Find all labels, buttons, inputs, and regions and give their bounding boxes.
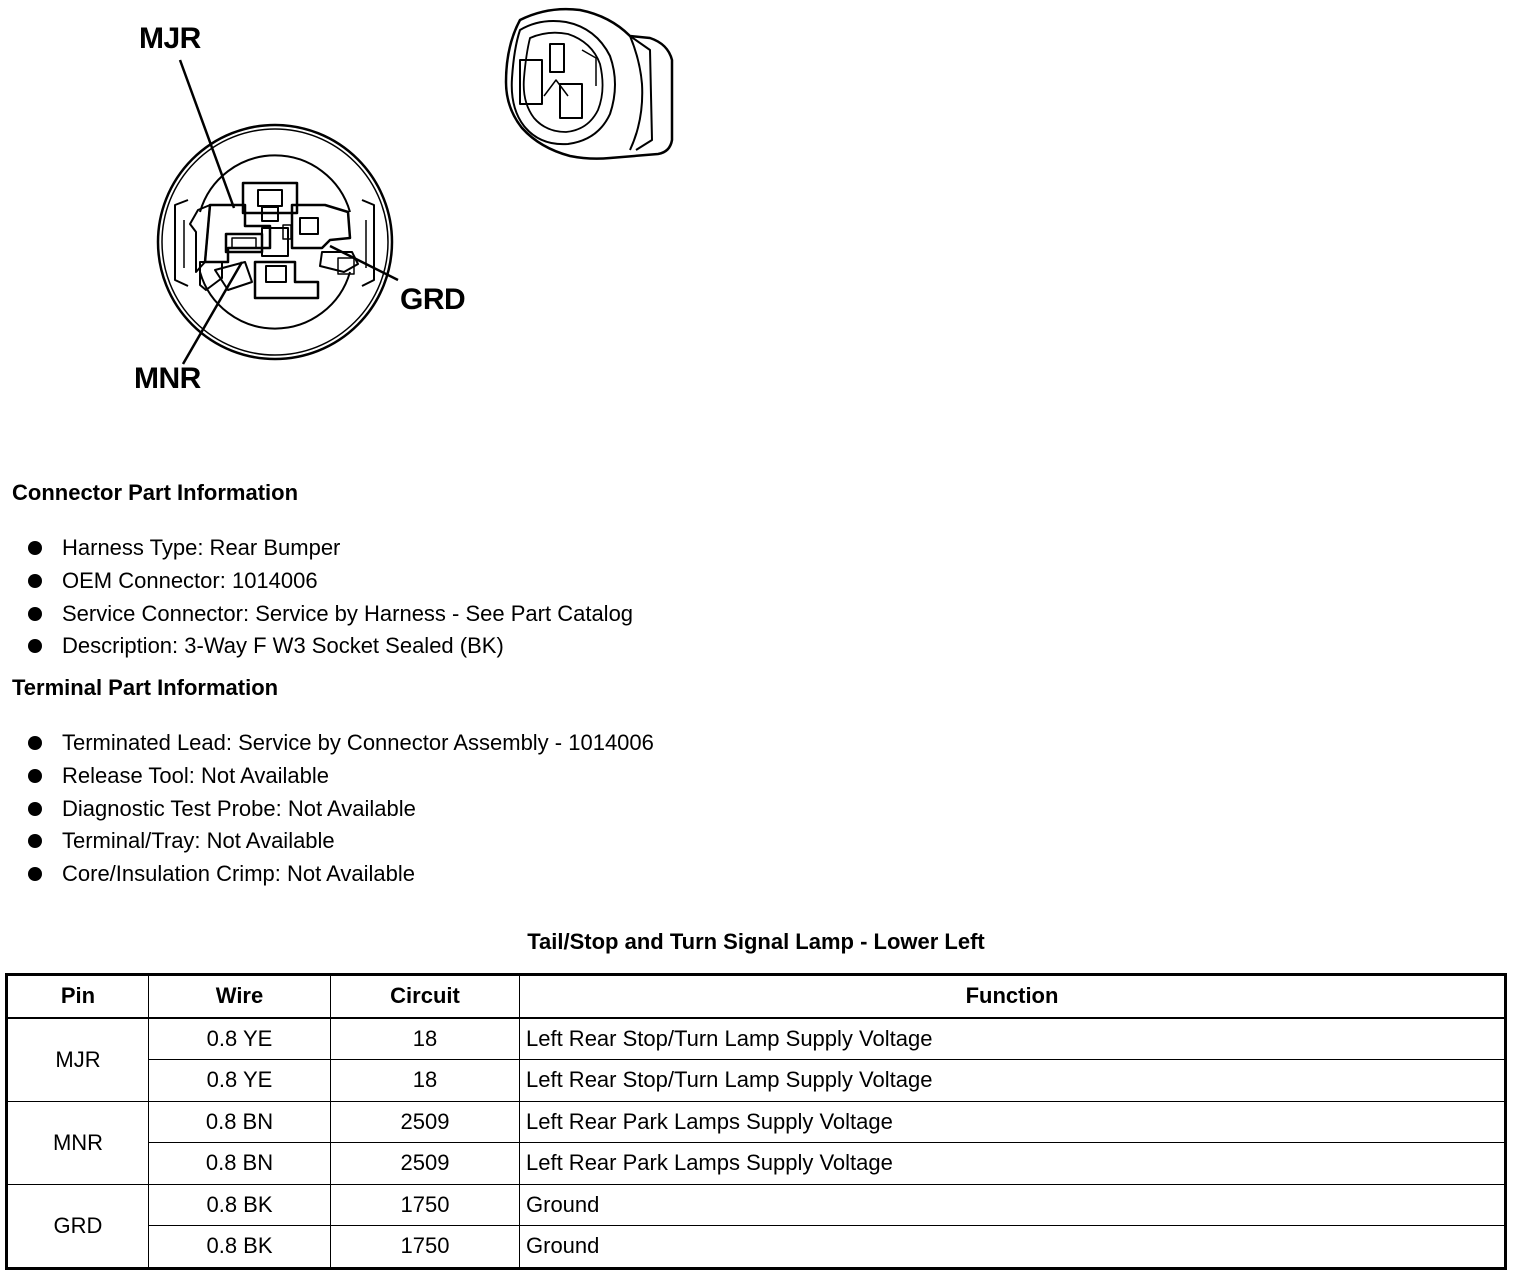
connector-diagram: [0, 0, 700, 410]
list-item-text: Service Connector: Service by Harness - See Part Catalog: [62, 600, 634, 626]
list-item-text: Diagnostic Test Probe: Not Available: [62, 795, 416, 821]
table-header-row: [7, 975, 1506, 1018]
bullet-icon: [28, 769, 42, 783]
pin-cell: GRD: [7, 1184, 149, 1268]
circuit-cell: 2509: [331, 1143, 520, 1185]
list-item: [28, 760, 654, 793]
function-cell: Ground: [520, 1184, 1506, 1226]
terminal-info-heading: Terminal Part Information: [12, 675, 279, 700]
grd-callout-label: GRD: [400, 283, 466, 316]
circuit-cell: 18: [331, 1018, 520, 1060]
wire-column-header: Wire: [149, 975, 331, 1018]
pin-cell: MNR: [7, 1101, 149, 1184]
connector-face-drawing: [0, 0, 700, 410]
connector-info-heading: Connector Part Information: [12, 480, 299, 505]
list-item: [28, 630, 633, 663]
mjr-callout-label: MJR: [139, 22, 201, 55]
function-column-header: Function: [520, 975, 1506, 1018]
circuit-cell: 2509: [331, 1101, 520, 1143]
list-item-text: Harness Type: Rear Bumper: [62, 535, 341, 561]
table-row: [7, 1018, 1506, 1060]
pin-table: [5, 973, 1507, 1270]
table-row: [7, 1184, 1506, 1226]
list-item: [28, 858, 654, 891]
table-row: [7, 1226, 1506, 1269]
pin-column-header: Pin: [7, 975, 149, 1018]
bullet-icon: [28, 639, 42, 653]
table-title: Tail/Stop and Turn Signal Lamp - Lower Left: [527, 929, 985, 954]
function-cell: Left Rear Stop/Turn Lamp Supply Voltage: [520, 1018, 1506, 1060]
list-item: [28, 792, 654, 825]
circuit-cell: 18: [331, 1060, 520, 1102]
bullet-icon: [28, 736, 42, 750]
connector-info-list: [28, 532, 633, 663]
table-row: [7, 1101, 1506, 1143]
circuit-cell: 1750: [331, 1184, 520, 1226]
wire-cell: 0.8 YE: [149, 1018, 331, 1060]
wire-cell: 0.8 BN: [149, 1143, 331, 1185]
function-cell: Ground: [520, 1226, 1506, 1269]
list-item: [28, 825, 654, 858]
wire-cell: 0.8 BK: [149, 1184, 331, 1226]
mnr-callout-label: MNR: [134, 362, 201, 395]
socket-3d-view: [506, 9, 672, 159]
table-row: [7, 1143, 1506, 1185]
bullet-icon: [28, 541, 42, 555]
bullet-icon: [28, 834, 42, 848]
table-row: [7, 1060, 1506, 1102]
function-cell: Left Rear Stop/Turn Lamp Supply Voltage: [520, 1060, 1506, 1102]
list-item-text: Core/Insulation Crimp: Not Available: [62, 861, 415, 887]
function-cell: Left Rear Park Lamps Supply Voltage: [520, 1101, 1506, 1143]
list-item: [28, 597, 633, 630]
list-item-text: Description: 3-Way F W3 Socket Sealed (BK): [62, 633, 504, 659]
wire-cell: 0.8 BN: [149, 1101, 331, 1143]
bullet-icon: [28, 802, 42, 816]
wire-cell: 0.8 YE: [149, 1060, 331, 1102]
wire-cell: 0.8 BK: [149, 1226, 331, 1269]
function-cell: Left Rear Park Lamps Supply Voltage: [520, 1143, 1506, 1185]
list-item-text: Terminated Lead: Service by Connector Assembly - 1014006: [62, 730, 654, 756]
circuit-column-header: Circuit: [331, 975, 520, 1018]
circuit-cell: 1750: [331, 1226, 520, 1269]
mnr-leader-line: [183, 262, 242, 364]
socket-outer-rim: [158, 125, 392, 359]
bullet-icon: [28, 574, 42, 588]
mjr-leader-line: [180, 60, 234, 208]
list-item-text: OEM Connector: 1014006: [62, 568, 318, 594]
list-item: [28, 565, 633, 598]
bullet-icon: [28, 867, 42, 881]
list-item-text: Release Tool: Not Available: [62, 763, 330, 789]
pin-cell: MJR: [7, 1018, 149, 1102]
list-item: [28, 727, 654, 760]
list-item-text: Terminal/Tray: Not Available: [62, 828, 335, 854]
bullet-icon: [28, 607, 42, 621]
list-item: [28, 532, 633, 565]
terminal-info-list: [28, 727, 654, 890]
